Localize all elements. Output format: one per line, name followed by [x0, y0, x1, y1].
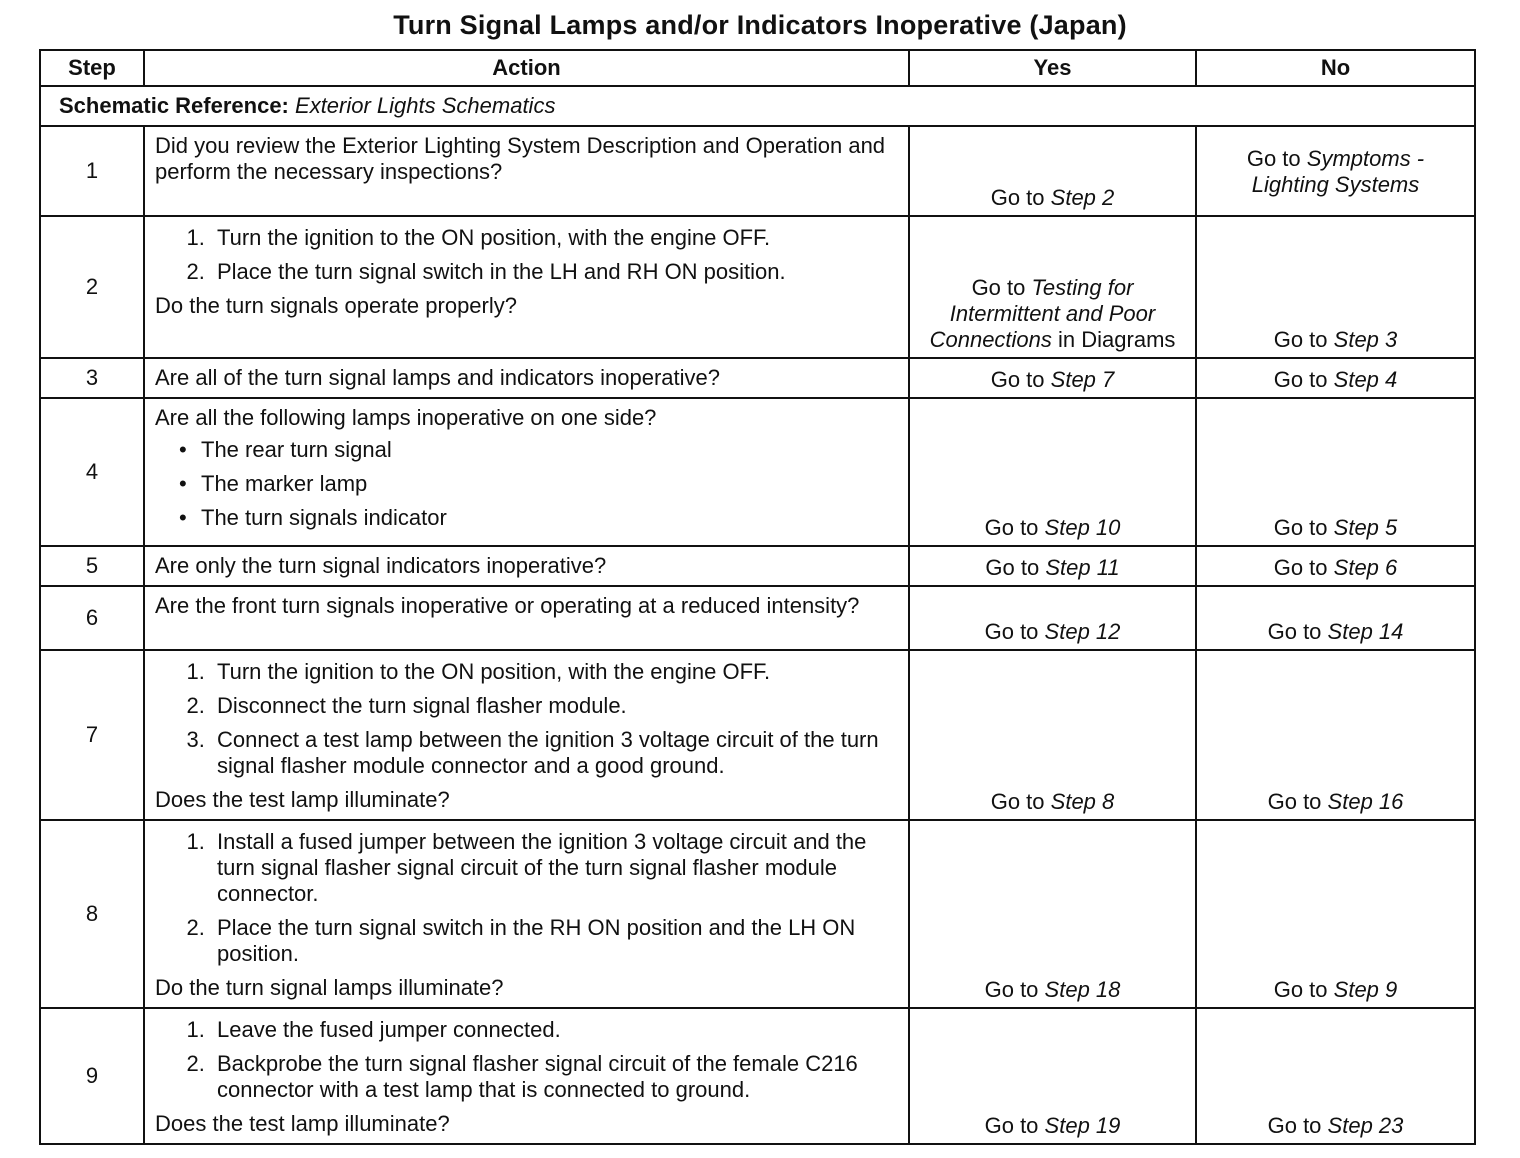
yes-cell[interactable] [909, 586, 1196, 650]
instruction-item: 1. Turn the ignition to the ON position, with the engine OFF. [211, 659, 898, 685]
no-cell[interactable] [1196, 398, 1475, 546]
yes-cell[interactable] [909, 820, 1196, 1008]
go-to-label: Go to [984, 1113, 1039, 1138]
no-cell[interactable] [1196, 216, 1475, 358]
yes-link[interactable]: Step 8 [1050, 789, 1115, 814]
go-to-label: Go to [1267, 619, 1322, 644]
step-number: 5 [40, 546, 144, 586]
go-to-label: Go to [1273, 327, 1328, 352]
bullet-item: • The marker lamp [201, 471, 898, 497]
question: Are the front turn signals inoperative or operating at a reduced intensity? [155, 593, 860, 618]
go-to-label: Go to [990, 789, 1045, 814]
go-to-label: Go to [984, 619, 1039, 644]
table-row [40, 216, 1475, 358]
yes-link[interactable]: Step 19 [1044, 1113, 1121, 1138]
table-row [40, 126, 1475, 216]
header-action: Action [144, 50, 909, 86]
question: Do the turn signal lamps illuminate? [155, 975, 504, 1000]
yes-cell[interactable] [909, 358, 1196, 398]
go-to-label: Go to [971, 275, 1026, 300]
yes-link[interactable]: Step 2 [1050, 185, 1115, 210]
instruction-item: 3. Connect a test lamp between the ignition 3 voltage circuit of the turn signal flasher module connector and a good ground. [211, 727, 898, 779]
table-row [40, 546, 1475, 586]
go-to-label: Go to [1273, 977, 1328, 1002]
go-to-label: Go to [990, 185, 1045, 210]
question: Does the test lamp illuminate? [155, 787, 450, 812]
header-step: Step [40, 50, 144, 86]
instruction-item: 1. Turn the ignition to the ON position, with the engine OFF. [211, 225, 898, 251]
question: Does the test lamp illuminate? [155, 1111, 450, 1136]
yes-link[interactable]: Step 11 [1045, 555, 1120, 580]
action-cell [144, 586, 909, 650]
go-to-label: Go to [1267, 1113, 1322, 1138]
question: Are all of the turn signal lamps and indicators inoperative? [155, 365, 720, 390]
go-to-label: Go to [990, 367, 1045, 392]
no-link[interactable]: Symptoms - Lighting Systems [1251, 146, 1425, 197]
go-to-label: Go to [1273, 515, 1328, 540]
diagnostic-table [39, 49, 1476, 1145]
yes-link[interactable]: Step 18 [1044, 977, 1121, 1002]
yes-cell[interactable] [909, 126, 1196, 216]
instruction-item: 2. Backprobe the turn signal flasher signal circuit of the female C216 connector with a test lamp that is connected to ground. [211, 1051, 898, 1103]
yes-cell[interactable] [909, 1008, 1196, 1144]
instruction-item: 2. Place the turn signal switch in the LH and RH ON position. [211, 259, 898, 285]
go-to-label: Go to [1273, 367, 1328, 392]
no-cell[interactable] [1196, 358, 1475, 398]
action-cell [144, 126, 909, 216]
no-link[interactable]: Step 4 [1333, 367, 1398, 392]
action-cell [144, 358, 909, 398]
table-row [40, 650, 1475, 820]
step-number: 8 [40, 820, 144, 1008]
instruction-item: 1. Leave the fused jumper connected. [211, 1017, 898, 1043]
go-to-label: Go to [984, 515, 1039, 540]
step-number: 6 [40, 586, 144, 650]
step-number: 4 [40, 398, 144, 546]
yes-suffix: in Diagrams [1058, 327, 1176, 352]
yes-cell[interactable] [909, 216, 1196, 358]
action-cell [144, 398, 909, 546]
action-cell [144, 650, 909, 820]
header-row [40, 50, 1475, 86]
schematic-row [40, 86, 1475, 126]
step-number: 1 [40, 126, 144, 216]
no-link[interactable]: Step 14 [1327, 619, 1404, 644]
action-cell [144, 546, 909, 586]
instruction-list [155, 659, 898, 779]
instruction-list [155, 829, 898, 967]
question: Are only the turn signal indicators inoperative? [155, 553, 607, 578]
yes-link[interactable]: Testing for Intermittent and Poor Connections [929, 275, 1156, 352]
question: Did you review the Exterior Lighting System Description and Operation and perform the necessary inspections? [155, 133, 886, 184]
table-row [40, 820, 1475, 1008]
go-to-label: Go to [1246, 146, 1301, 171]
yes-link[interactable]: Step 7 [1050, 367, 1115, 392]
action-cell [144, 820, 909, 1008]
question: Do the turn signals operate properly? [155, 293, 517, 318]
no-cell[interactable] [1196, 1008, 1475, 1144]
no-cell[interactable] [1196, 820, 1475, 1008]
header-yes: Yes [909, 50, 1196, 86]
no-link[interactable]: Step 9 [1333, 977, 1398, 1002]
no-link[interactable]: Step 5 [1333, 515, 1398, 540]
action-cell [144, 1008, 909, 1144]
page-title: Turn Signal Lamps and/or Indicators Inoperative (Japan) [393, 10, 1127, 40]
instruction-item: 1. Install a fused jumper between the ignition 3 voltage circuit and the turn signal flasher signal circuit of the turn signal flasher module connector. [211, 829, 898, 907]
yes-cell[interactable] [909, 546, 1196, 586]
yes-link[interactable]: Step 12 [1044, 619, 1121, 644]
no-cell[interactable] [1196, 126, 1475, 216]
table-row [40, 398, 1475, 546]
no-cell[interactable] [1196, 586, 1475, 650]
step-number: 3 [40, 358, 144, 398]
no-link[interactable]: Step 3 [1333, 327, 1398, 352]
bullet-item: • The rear turn signal [201, 437, 898, 463]
go-to-label: Go to [984, 977, 1039, 1002]
no-cell[interactable] [1196, 546, 1475, 586]
go-to-label: Go to [1273, 555, 1328, 580]
step-number: 2 [40, 216, 144, 358]
instruction-list [155, 225, 898, 285]
yes-cell[interactable] [909, 398, 1196, 546]
schematic-link[interactable]: Exterior Lights Schematics [295, 93, 556, 118]
step-number: 7 [40, 650, 144, 820]
bullet-list [155, 437, 898, 531]
yes-link[interactable]: Step 10 [1044, 515, 1121, 540]
instruction-item: 2. Disconnect the turn signal flasher module. [211, 693, 898, 719]
instruction-item: 2. Place the turn signal switch in the RH ON position and the LH ON position. [211, 915, 898, 967]
table-row [40, 358, 1475, 398]
go-to-label: Go to [1267, 789, 1322, 814]
no-link[interactable]: Step 6 [1333, 555, 1398, 580]
question: Are all the following lamps inoperative on one side? [155, 405, 657, 430]
no-link[interactable]: Step 16 [1327, 789, 1404, 814]
table-row [40, 586, 1475, 650]
no-cell[interactable] [1196, 650, 1475, 820]
schematic-reference [40, 86, 1475, 126]
action-cell [144, 216, 909, 358]
table-row [40, 1008, 1475, 1144]
schematic-label: Schematic Reference: [59, 93, 289, 118]
go-to-label: Go to [985, 555, 1040, 580]
header-no: No [1196, 50, 1475, 86]
bullet-item: • The turn signals indicator [201, 505, 898, 531]
no-link[interactable]: Step 23 [1327, 1113, 1404, 1138]
instruction-list [155, 1017, 898, 1103]
yes-cell[interactable] [909, 650, 1196, 820]
step-number: 9 [40, 1008, 144, 1144]
